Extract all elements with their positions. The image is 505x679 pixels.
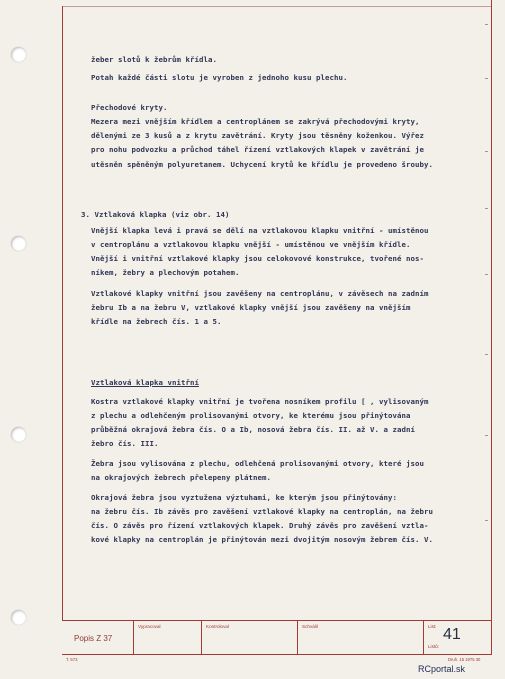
form-print-note: Druh. 15 1975 30 [448,657,481,662]
punch-hole-1 [11,47,26,62]
punch-hole-4 [11,610,26,625]
tb-vypracoval-cell [134,621,202,655]
margin-tick [485,520,488,521]
text-line: z plechu a odlehčeným prolisovanými otvory, ke kterému jsou přinýtována [91,411,411,420]
text-line: Mezera mezi vnějším křídlem a centroplánem se zakrývá přechodovými kryty, [91,117,420,126]
margin-tick [485,151,488,152]
text-line: na okrajových žebrech přelepeny plátnem. [91,473,271,482]
punch-hole-3 [11,427,26,442]
text-line: utěsněn spěněným polyuretanem. Uchycení krytů ke křídlu je provedeno šrouby. [91,160,433,169]
section-heading: Přechodové kryty. [91,103,168,112]
text-line: Žebra jsou vylisována z plechu, odlehčená prolisovanými otvory, které jsou [91,459,424,468]
vypracoval-label: Vypracoval [138,624,161,629]
margin-tick [485,354,488,355]
kontroloval-label: Kontroloval [206,624,229,629]
margin-tick [485,208,488,209]
text-line: pro nohu podvozku a průchod táhel řízení vztlakových klapek v zavětrání je [91,145,424,154]
text-line: žeber slotů k žebrům křídla. [91,55,217,64]
title-block [62,620,492,655]
text-line: žebro čís. III. [91,439,159,448]
text-line: křídle na žebrech čís. 1 a 5. [91,317,222,326]
text-line: čís. O závěs pro řízení vztlakových klapek. Druhý závěs pro zavěšení vztla- [91,521,429,530]
margin-tick [485,274,488,275]
text-line: Vztlakové klapky vnitřní jsou zavěšeny na centroplánu, v závěsech na zadním [91,289,429,298]
text-line: Potah každé části slotu je vyroben z jednoho kusu plechu. [91,73,348,82]
text-line: Vnější i vnitřní vztlakové klapky jsou celokovové konstrukce, tvořené nos- [91,254,424,263]
section-heading: 3. Vztlaková klapka (viz obr. 14) [81,210,230,219]
listu-label: Listů: [428,644,439,649]
text-line: Vnější klapka levá i pravá se dělí na vztlakovou klapku vnitřní - umístěnou [91,226,429,235]
text-line: na žebru čís. Ib závěs pro zavěšení vztlakové klapky na centroplán, na žebru [91,507,433,516]
frame-top-border [62,6,492,7]
text-line: v centroplánu a vztlakovou klapku vnější - umístěnou ve vnějším křídle. [91,240,411,249]
text-line: žebru Ib a na žebru V, vztlakové klapky vnější jsou zavěšeny na vnějším [91,303,411,312]
page-number: 41 [443,626,461,643]
frame-right-border [491,0,492,655]
margin-tick [485,78,488,79]
tb-schvalil-cell [298,621,424,655]
text-line: Kostra vztlakové klapky vnitřní je tvořena nosníkem profilu [ , vylisovaným [91,397,429,406]
margin-tick [485,435,488,436]
text-line: kové klapky na centroplán je přinýtován mezi dvojitým nosovým žebrem čís. V. [91,535,433,544]
tb-popis-cell [62,621,134,655]
text-line: Okrajová žebra jsou vyztužena výztuhami, ke kterým jsou přinýtovány: [91,493,397,502]
section-heading: Vztlaková klapka vnitřní [91,378,199,387]
text-line: průběžná okrajová žebra čís. O a Ib, nosová žebra čís. II. až V. a zadní [91,425,415,434]
text-line: dělenými ze 3 kusů a z krytu zavětrání. Kryty jsou těsněny koženkou. Výřez [91,131,424,140]
tb-kontroloval-cell [202,621,298,655]
document-code: Popis Z 37 [74,634,113,643]
frame-left-border [62,6,63,620]
watermark: RCportal.sk [418,664,466,674]
list-label: List: [428,624,437,629]
schvalil-label: Schválil [302,624,318,629]
text-line: níkem, žebry a plechovým potahem. [91,268,240,277]
margin-tick [485,24,488,25]
margin-note: T. 573 [66,657,78,662]
punch-hole-2 [11,236,26,251]
